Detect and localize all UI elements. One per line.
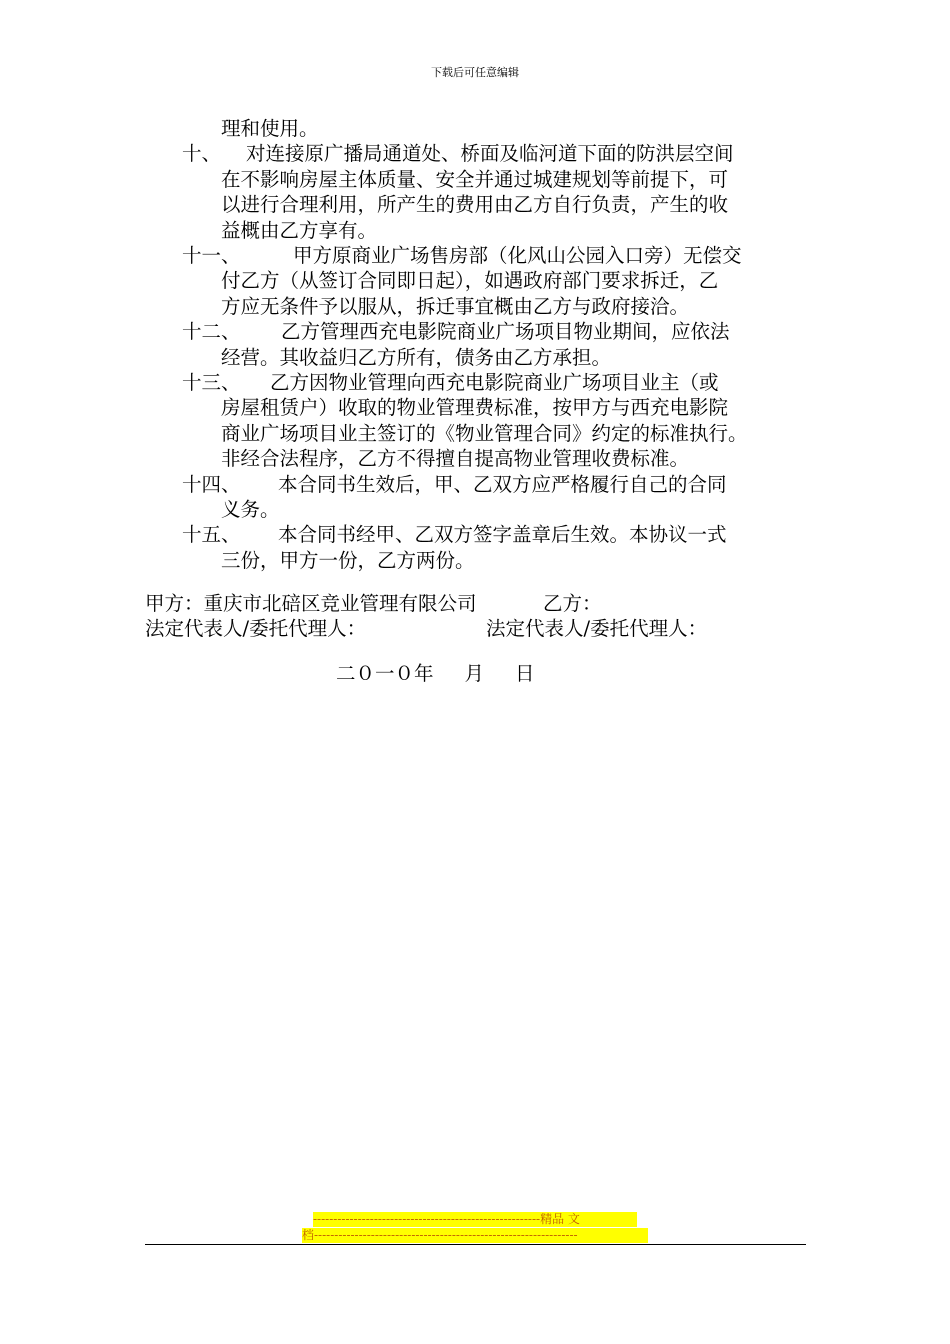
clause-text-line: 本合同书生效后，甲、乙双方应严格履行自己的合同 bbox=[278, 472, 727, 496]
clause-text-line: 非经合法程序，乙方不得擅自提高物业管理收费标准。 bbox=[221, 447, 690, 471]
clause-text-line: 甲方原商业广场售房部（化风山公园入口旁）无偿交 bbox=[293, 244, 742, 267]
footer-banner-line2: 档----------------------------------------------------------------- bbox=[302, 1228, 648, 1243]
clause-text-line: 商业广场项目业主签订的《物业管理合同》约定的标准执行。 bbox=[221, 421, 748, 445]
party-b-representative: 法定代表人/委托代理人： bbox=[486, 617, 708, 640]
clause-text-line: 三份，甲方一份，乙方两份。 bbox=[221, 548, 475, 572]
page-header: 下载后可任意编辑 bbox=[431, 66, 519, 79]
clause-text-line: 义务。 bbox=[221, 498, 280, 521]
clause-text-line: 乙方因物业管理向西充电影院商业广场项目业主（或 bbox=[270, 371, 719, 394]
clause-text-line: 本合同书经甲、乙双方签字盖章后生效。本协议一式 bbox=[278, 523, 727, 547]
clause-number: 十、 bbox=[182, 142, 222, 166]
footer-banner-line1: --------------------------------------------------------精品 文 bbox=[313, 1212, 637, 1227]
clause-text-line: 方应无条件予以服从，拆迁事宜概由乙方与政府接洽。 bbox=[221, 294, 690, 318]
clause-text-line: 理和使用。 bbox=[221, 117, 319, 140]
clause-text-line: 益概由乙方享有。 bbox=[221, 218, 378, 242]
clause-text-line: 对连接原广播局通道处、桥面及临河道下面的防洪层空间 bbox=[246, 142, 734, 166]
clause-text-line: 房屋租赁户）收取的物业管理费标准，按甲方与西充电影院 bbox=[221, 396, 729, 420]
signing-date: 二０一０年 月 日 bbox=[336, 662, 535, 685]
clause-number: 十四、 bbox=[182, 472, 241, 496]
clause-number: 十一、 bbox=[182, 244, 241, 267]
clause-number: 十三、 bbox=[182, 371, 241, 394]
party-a-representative: 法定代表人/委托代理人： bbox=[145, 617, 367, 640]
clause-text-line: 以进行合理利用，所产生的费用由乙方自行负责，产生的收 bbox=[221, 193, 729, 217]
party-a-name: 甲方：重庆市北碚区竞业管理有限公司 bbox=[145, 592, 477, 615]
clause-text-line: 在不影响房屋主体质量、安全并通过城建规划等前提下，可 bbox=[221, 167, 729, 191]
clause-text-line: 付乙方（从签订合同即日起），如遇政府部门要求拆迁，乙 bbox=[221, 269, 719, 293]
clause-text-line: 乙方管理西充电影院商业广场项目物业期间，应依法 bbox=[281, 320, 730, 344]
clause-number: 十五、 bbox=[182, 523, 241, 547]
clause-text-line: 经营。其收益归乙方所有，债务由乙方承担。 bbox=[221, 345, 612, 369]
footer-rule bbox=[145, 1244, 806, 1245]
clause-number: 十二、 bbox=[182, 320, 241, 344]
party-b-name: 乙方： bbox=[543, 592, 602, 615]
